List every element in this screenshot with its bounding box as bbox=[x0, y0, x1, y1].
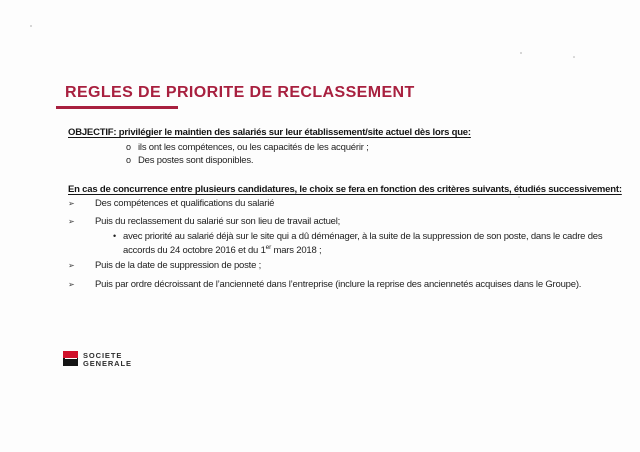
objective-heading: OBJECTIF: privilégier le maintien des salariés sur leur établissement/site actuel dès lors que: bbox=[68, 127, 471, 138]
list-item bbox=[68, 216, 340, 227]
dot-bullet-icon: • bbox=[113, 231, 116, 241]
list-item-text: Des postes sont disponibles. bbox=[138, 155, 254, 166]
list-item-text: Puis par ordre décroissant de l’ancienneté dans l’entreprise (inclure la reprise des anciennetés acquises dans le Groupe). bbox=[95, 279, 582, 290]
sub-list-item-text: accords du 24 octobre 2016 et du 1 bbox=[123, 245, 266, 257]
societe-generale-logo bbox=[63, 351, 132, 368]
list-item-text: Puis du reclassement du salarié sur son lieu de travail actuel; bbox=[95, 216, 341, 227]
circle-bullet-icon: o bbox=[126, 142, 131, 152]
sub-list-item bbox=[113, 231, 602, 242]
criteria-heading: En cas de concurrence entre plusieurs candidatures, le choix se fera en fonction des critères suivants, étudiés successivement: bbox=[68, 184, 622, 195]
scan-speck bbox=[520, 52, 522, 54]
societe-generale-logo-mark bbox=[63, 351, 78, 366]
sub-list-item-continuation bbox=[123, 244, 321, 256]
logo-text-line1: SOCIETE bbox=[83, 350, 123, 360]
list-item bbox=[68, 198, 274, 209]
sub-list-item-text: avec priorité au salarié déjà sur le site qui a dû déménager, à la suite de la suppression de son poste, dans le cadre des bbox=[123, 231, 603, 242]
list-item-text: Puis de la date de suppression de poste ; bbox=[95, 260, 262, 271]
list-item bbox=[126, 155, 253, 166]
list-item bbox=[68, 260, 261, 271]
list-item bbox=[126, 142, 369, 153]
sub-list-item-text: mars 2018 ; bbox=[271, 245, 322, 257]
circle-bullet-icon: o bbox=[126, 155, 131, 165]
arrow-bullet-icon: ➢ bbox=[68, 216, 75, 226]
arrow-bullet-icon: ➢ bbox=[68, 279, 75, 289]
scan-speck bbox=[30, 25, 32, 27]
logo-mark-white-stripe bbox=[65, 358, 77, 360]
title-underline bbox=[56, 106, 178, 109]
logo-text-line2: GENERALE bbox=[83, 358, 132, 368]
arrow-bullet-icon: ➢ bbox=[68, 198, 75, 208]
societe-generale-logo-text bbox=[83, 351, 132, 368]
page-title: REGLES DE PRIORITE DE RECLASSEMENT bbox=[65, 84, 415, 101]
list-item bbox=[68, 279, 581, 290]
superscript-ordinal: er bbox=[265, 244, 272, 251]
list-item-text: ils ont les compétences, ou les capacités de les acquérir ; bbox=[138, 142, 369, 153]
arrow-bullet-icon: ➢ bbox=[68, 260, 75, 270]
list-item-text: Des compétences et qualifications du salarié bbox=[95, 198, 275, 209]
scan-speck bbox=[518, 196, 520, 198]
scan-speck bbox=[573, 56, 575, 58]
